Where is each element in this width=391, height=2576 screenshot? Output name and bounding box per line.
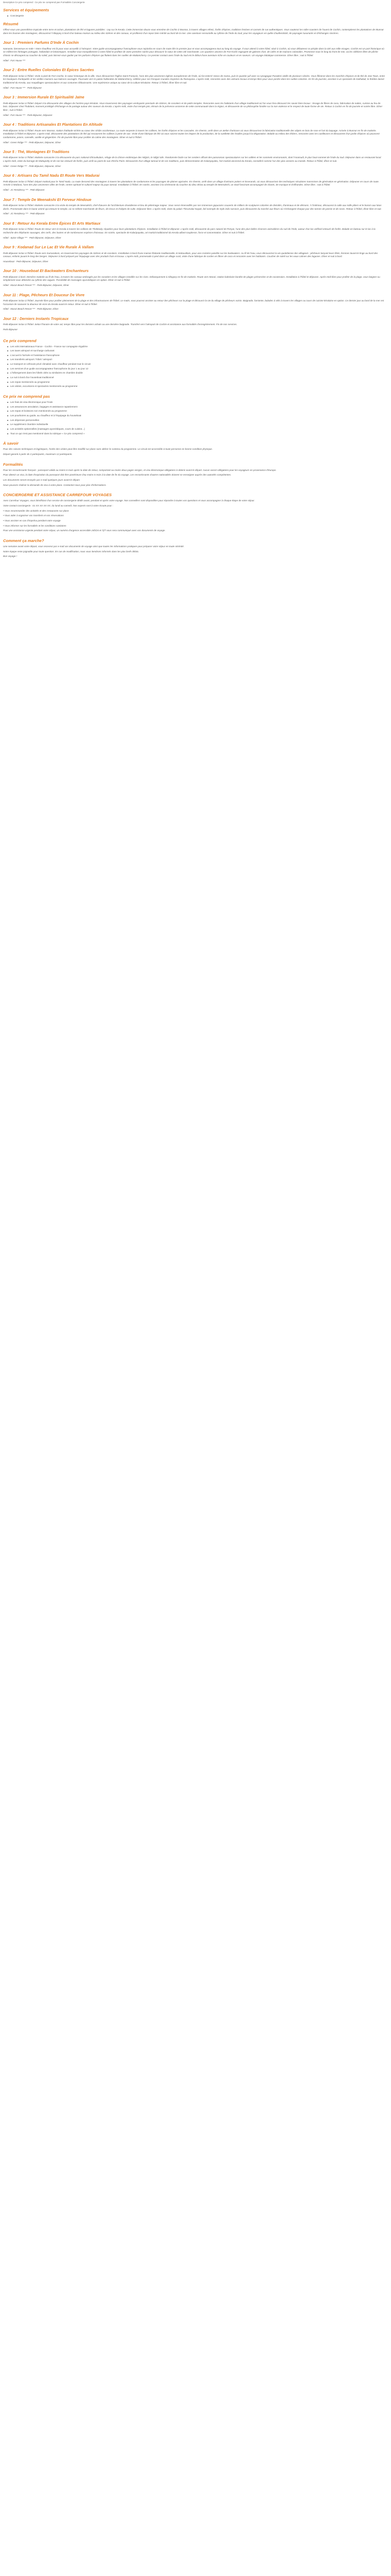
day-block (3, 40, 386, 62)
savoir-title: À savoir (3, 441, 19, 446)
resume-title: Résumé (3, 22, 19, 27)
day-description: Petit-déjeuner inclus à l'hôtel. Journée libre pour profiter pleinement de la plage et des infrastructures de l'hôtel. Le matin, vous pourrez assister au retour des pêcheurs sur la plage et découvrir la vie du village de pêcheurs voisin. Baignade, farniente, balades à vélo à travers les villages ou cours de cuisine kéralaise en option. Ce dernier jour au bord de la mer est l'occasion de savourer la douceur de vivre du Kerala avant le retour. Dîner et nuit à l'hôtel. (3, 299, 384, 306)
excludes-list (7, 401, 386, 435)
includes-item: Le transport en véhicule privé climatisé avec chauffeur pendant tout le circuit (7, 363, 386, 366)
day-description: Petit-déjeuner inclus à l'hôtel. Route vers Munnar, station d'altitude nichée au cœur des Ghâts occidentaux. La route serpente à travers les collines, les forêts d'épices et les cascades. En chemin, arrêt dans un atelier d'artisans où vous découvrirez la fabrication traditionnelle des objets en bois de rose et l'art du laquage. Arrivée à Munnar en fin de matinée. Installation à l'hôtel et déjeuner. L'après-midi, découverte des plantations de thé qui recouvrent les collines à perte de vue. Visite d'une fabrique de thé où vous suivrez toutes les étapes de la production, de la cueillette des feuilles jusqu'à la dégustation. Balade au milieu des théiers, rencontre avec les cueilleuses et découverte d'un jardin d'épices où poussent cardamome, poivre, cannelle, vanille et gingembre. Fin de journée libre pour profiter du calme des montagnes. Dîner et nuit à l'hôtel. (3, 129, 380, 139)
excludes-item: Les repas et boissons non mentionnés au programme (7, 410, 386, 413)
day-description: Petit-déjeuner inclus à l'hôtel. Matinée consacrée à la visite du temple de Meenakshi, chef-d'œuvre de l'architecture dravidienne et lieu de pèlerinage majeur. Vous serez émerveillés par ses immenses gopurams couverts de milliers de sculptures colorées de divinités, d'animaux et de démons. À l'intérieur, découvrez la salle aux mille piliers et le bassin aux lotus dorés. Promenade dans le bazar animé qui entoure le temple, où se mêlent marchands de fleurs, de tissus et d'objets de culte. Déjeuner libre. L'après-midi, visite du palais Thirumalai Nayak, bel exemple de style indo-sarrasin, puis découverte du marché aux fleurs où s'échangent chaque jour des tonnes de jasmin et de roses. Retour à l'hôtel, dîner libre et nuit. (3, 204, 382, 210)
excludes-item: Les assurances annulation, bagages et assistance rapatriement (7, 405, 386, 409)
day-block (3, 149, 386, 168)
day-description: Petit-déjeuner inclus à l'hôtel. Visite à pied de Fort Cochin, le cœur historique de la ville. Vous découvrirez l'église Saint-François, l'une des plus anciennes églises européennes de l'Inde, où fut enterré Vasco de Gama, puis le quartier juif avec sa synagogue Paradesi vieille de plusieurs siècles. Vous flânerez dans les marchés d'épices et de thé de Jew Town, entre les boutiques d'antiquités et les vieilles maisons aux balcons ouvragés. Poursuite vers le palais hollandais de Mattancherry, célèbre pour ses fresques murales inspirées du Ramayana. L'après-midi, rencontre avec des artisans locaux et temps libre pour vous perdre dans les ruelles colorées. En fin de journée, assistez à un spectacle de Kathakali, le théâtre dansé traditionnel du Kerala, aux maquillages spectaculaires et aux costumes éblouissants. Une expérience unique au cœur de la culture kéralaise. Retour à l'hôtel, dîner libre et nuit. (3, 74, 385, 84)
day-block (3, 173, 386, 192)
savoir-text-2: Départ garanti à partir de 2 participants, maximum 12 participants. (3, 452, 73, 455)
concierge-text: Avec Carrefour Voyages, vous bénéficiez d'un service de conciergerie dédié avant, pendant et après votre voyage. Nos conseillers sont disponibles pour répondre à toutes vos questions et vous accompagner à chaque étape de votre séjour. (3, 499, 255, 502)
day-meals: Hôtel : Spice Village *** · Petit-déjeuner, Déjeuner, Dîner (3, 236, 61, 239)
formalites-text-3: Les documents seront envoyés par e-mail quelques jours avant le départ. (3, 478, 80, 481)
includes-item: L'accueil à l'arrivée et l'assistance francophone (7, 354, 386, 358)
excludes-title: Ce prix ne comprend pas (3, 394, 50, 399)
resume-text: Offrez-vous une parenthèse tropicale entre terre et océan, plantations de thé et lagunes paisibles : cap sur le Kerala. Cette immersion douce vous emmène de Cochin à Munnar, à travers villages ethnic, forêts d'épices, traditions festives et carnets de rue authentiques. Vous sauterez les roller-coasters de l'ouest de Cochin, contemplerez les plantations de Munnar dans les brumes des montagnes, découvrirez l'Alleppey à bord d'un bateau maison au milieu des rizières et des canaux, et profiterez d'un repos bien mérité au bord de la mer. Une aventure sensorielle au rythme de l'Inde du Sud, pour les voyageurs en quête d'authenticité, de paysages luxuriants et d'échanges sincères. (3, 28, 384, 35)
includes-list (7, 345, 386, 389)
savoir-text: Pour des raisons techniques et logistiques, l'ordre des visites peut être modifié sur place sans altérer le contenu du programme. Le circuit est accessible à toute personne en bonne condition physique. (3, 448, 213, 451)
excludes-item: Tout ce qui n'est pas mentionné dans la rubrique « Ce prix comprend » (7, 432, 386, 436)
day-title: Jour 10 : Houseboat Et Backwaters Enchanteurs (3, 268, 89, 274)
day-meals: Hôtel : Green Ridge *** · Petit-déjeuner, Déjeuner, Dîner (3, 164, 61, 167)
concierge-item: • Vous aider à organiser vos transferts et vos réservations (3, 514, 64, 517)
day-block (3, 122, 386, 144)
formalites-text: Pour les ressortissants français : passeport valide au moins 6 mois après la date de retour, comportant au moins deux pages vierges, et visa électronique obligatoire à obtenir avant le départ. Aucun vaccin obligatoire pour les voyageurs en provenance d'Europe. (3, 468, 276, 471)
day-title: Jour 8 : Retour Au Kerala Entre Épices Et Arts Martiaux (3, 221, 101, 226)
excludes-item: Les activités optionnelles (massages ayurvédiques, cours de cuisine...) (7, 428, 386, 431)
day-description: Namaste, bienvenue en Inde ! Votre chauffeur est là pour vous accueillir à l'aéroport. Votre guide accompagnateur francophone vous rejoindra en cours de route dès le premier jour et vous accompagnera tout au long du voyage. Il vous attend à votre hôtel, situé à Cochin, où vous débuterez ce périple dans la cité aux mille visages. Cochin est un port historique où se mêlent les héritages portugais, hollandais et britanniques. Installez-vous tranquillement à votre hôtel et profitez de votre première soirée pour découvrir le cœur de cette cité marchande. Les quartiers anciens de Fort Kochi regorgent de galeries d'art, de cafés et de maisons coloniales. Promenez-vous le long du front de mer, où les célèbres filets de pêche chinois se découpent au coucher du soleil, puis laissez-vous guider par les parfums d'épices qui flottent dans les ruelles de Mattancherry. Ce premier contact avec l'Inde du Sud est le début d'une aventure riche en couleurs et en saveurs. Un voyage initiatique commence. Dîner libre ; nuit à l'hôtel. (3, 47, 384, 57)
day-block (3, 293, 386, 311)
day-title: Jour 5 : Thé, Montagnes Et Traditions (3, 149, 70, 155)
itinerary (3, 40, 386, 331)
day-block (3, 95, 386, 117)
concierge-text-2: Votre contact conciergerie : 01 XX XX XX XX, du lundi au samedi. Nos experts sont à votre écoute pour : (3, 504, 113, 507)
includes-item: Les visites, excursions et spectacles mentionnés au programme (7, 385, 386, 388)
concierge-text-3: Pour une assistance urgente pendant votre séjour, un numéro d'urgence accessible 24h/24 et 7j/7 vous sera communiqué avec vos documents de voyage. (3, 529, 166, 532)
comment-text: Une semaine avant votre départ, vous recevrez par e-mail vos documents de voyage ainsi que toutes les informations pratiques pour préparer votre séjour en toute sérénité. (3, 545, 185, 548)
comment-text-3: Bon voyage ! (3, 555, 17, 558)
concierge-item: • Vous assister en cas d'imprévu pendant votre voyage (3, 519, 61, 522)
day-title: Jour 11 : Plage, Pêcheurs Et Douceur De Vivre (3, 292, 85, 297)
includes-item: Les services d'un guide accompagnateur francophone du jour 1 au jour 12 (7, 367, 386, 371)
day-title: Jour 6 : Artisans Du Tamil Nadu Et Route Vers Madurai (3, 173, 100, 178)
excludes-item: Les frais de visa électronique pour l'Inde (7, 401, 386, 404)
day-meals: Hôtel : Fort House *** · Petit-déjeuner, Déjeuner (3, 113, 53, 116)
day-meals: Hôtel : Marari Beach Resort *** · Petit-déjeuner, Dîner (3, 308, 59, 311)
includes-item: La nuit à bord d'un houseboat traditionnel (7, 376, 386, 380)
formalites-text-2: Pour obtenir un visa, la date d'expiration du passeport doit être postérieure d'au moins 6 mois à la date de fin du voyage. Les ressortissants d'autres nationalités doivent se renseigner auprès des autorités compétentes. (3, 473, 232, 477)
includes-item: Les repas mentionnés au programme (7, 381, 386, 384)
concierge-item: • Vous informer sur les formalités et les conditions sanitaires (3, 524, 67, 527)
day-meals: Hôtel : JC Residency *** · Petit-déjeuner (3, 212, 45, 215)
day-description: Petit-déjeuner inclus à l'hôtel. Selon l'horaire de votre vol, temps libre pour les derniers achats ou une dernière baignade. Transfert vers l'aéroport de Cochin et assistance aux formalités d'enregistrement. Fin de nos services. (3, 323, 237, 326)
day-meals: Petit-déjeuner (3, 328, 18, 331)
day-title: Jour 9 : Kodanad Sur Le Lac Et Vie Rurale À Vallam (3, 245, 94, 250)
breadcrumb-text: Description Ce prix comprend : Ce prix ne comprend pas Formalités Conciergerie (3, 1, 85, 4)
day-title: Jour 7 : Temple De Meenakshi Et Ferveur Hindoue (3, 197, 92, 202)
concierge-item: • Vous recommander des activités et des restaurants sur place (3, 509, 69, 512)
day-block (3, 268, 386, 287)
day-block (3, 67, 386, 90)
services-item: Conciergerie (7, 14, 386, 18)
day-description: Petit-déjeuner à bord. Dernière matinée au fil de l'eau, à travers les canaux ombragés par les cocotiers et les villages installés sur les rives. Débarquement à Alleppey en fin de matinée. Route vers Marari, station balnéaire bordée de plages préservées et de cocoteraies. Installation à l'hôtel et déjeuner. Après-midi libre pour profiter de la plage, vous baigner ou simplement vous détendre au rythme des vagues. Possibilité de massages ayurvédiques en option. Dîner et nuit à l'hôtel. (3, 275, 380, 282)
formalites-title: Formalités (3, 462, 23, 467)
includes-item: L'hébergement dans les hôtels cités ou similaires en chambre double (7, 371, 386, 375)
day-block (3, 316, 386, 332)
day-title: Jour 4 : Traditions Artisanales Et Plantations En Altitude (3, 122, 103, 127)
comment-title: Comment ça marche? (3, 538, 44, 543)
excludes-item: Les pourboires au guide, au chauffeur et à l'équipage du houseboat (7, 414, 386, 418)
includes-item: Les taxes aéroport et surcharge carburant (7, 349, 386, 353)
includes-title: Ce prix comprend (3, 338, 37, 343)
excludes-item: Les dépenses personnelles (7, 419, 386, 422)
includes-item: Les vols internationaux France - Cochin - France sur compagnie régulière (7, 345, 386, 349)
day-description: Petit-déjeuner inclus à l'hôtel. Départ matinal pour le Tamil Nadu. La route descend des montagnes à travers les plantations de cardamome et les paysages de plaines agricoles. En chemin, arrêt dans un village d'artisans potiers et tisserands, où vous découvrirez des techniques séculaires transmises de génération en génération. Déjeuner en cours de route. Arrivée à Madurai, l'une des plus anciennes villes de l'Inde, centre spirituel et culturel majeur du pays tamoul. Installation à l'hôtel. En soirée, assistez à la cérémonie du coucher du dieu Shiva au temple de Meenakshi, un rituel fascinant accompagné de chants, de musique et d'offrandes. Dîner libre ; nuit à l'hôtel. (3, 180, 380, 187)
comment-text-2: Notre équipe reste joignable pour toute question. En cas de modification, nous vous tiendrons informés dans les plus brefs délais. (3, 550, 139, 553)
day-title: Jour 12 : Derniers Instants Tropicaux (3, 316, 69, 321)
day-block (3, 221, 386, 240)
concierge-title: CONCIERGERIE ET ASSISTANCE CARREFOUR VOYAGES (3, 493, 112, 498)
services-title: Services et équipements (3, 8, 50, 13)
day-meals: Hôtel : Marari Beach Resort *** · Petit-déjeuner, Déjeuner, Dîner (3, 284, 69, 287)
includes-item: Les transferts aéroport / hôtel / aéroport (7, 358, 386, 362)
excludes-item: Le supplément chambre individuelle (7, 423, 386, 427)
day-title: Jour 2 : Entre Ruelles Coloniales Et Épices Sacrées (3, 67, 94, 73)
day-description: Petit-déjeuner inclus à l'hôtel. Route de retour vers le Kerala à travers les collines de Thekkady, réputées pour leurs plantations d'épices. Installation à l'hôtel et déjeuner. L'après-midi, découverte du parc naturel de Periyar, l'une des plus belles réserves animalières du sud de l'Inde, autour d'un lac artificiel entouré de forêts. Balade en bateau sur le lac à la recherche des éléphants sauvages, des cerfs, des loutres et de nombreuses espèces d'oiseaux. En soirée, spectacle de Kalaripayattu, art martial traditionnel du Kerala alliant souplesse, force et concentration. Dîner et nuit à l'hôtel. (3, 228, 376, 234)
day-description: Petit-déjeuner inclus à l'hôtel. Départ à la découverte des villages de l'arrière-pays kéralais. Vous traverserez des paysages verdoyants ponctués de rizières, de cocotiers et de petits temples. Rencontre avec les habitants d'un village traditionnel où l'on vous fera découvrir les savoir-faire locaux : tissage de fibres de coco, fabrication de nattes, cuisine au feu de bois. Déjeuner chez l'habitant, moment privilégié d'échange et de partage autour des saveurs du Kerala. L'après-midi, visite d'un temple jaïn, témoin de la présence ancienne de cette communauté dans la région, et découverte de sa philosophie fondée sur la non-violence et le respect de toute forme de vie. Retour à Cochin en fin de journée et soirée libre. Dîner libre ; nuit à l'hôtel. (3, 101, 383, 111)
day-block (3, 197, 386, 216)
breadcrumb (3, 1, 386, 4)
day-description: Petit-déjeuner inclus à l'hôtel. Matinée consacrée à la découverte du parc national d'Eravikulam, refuge de la chèvre endémique des Nilgiris, le Nilgiri tahr. Randonnée facile sur les sentiers offrant des panoramas spectaculaires sur les vallées et les sommets environnants, dont l'Anamudi, le plus haut sommet de l'Inde du Sud. Déjeuner dans un restaurant local. L'après-midi, visite du barrage de Mattupetty et de son lac entouré de forêts, puis arrêt au point de vue d'Echo Point. Découverte d'un village tamoul et de ses traditions, puis démonstration de Kalaripayattu, l'art martial ancestral du Kerala, considéré comme l'un des plus anciens au monde. Retour à l'hôtel, dîner et nuit. (3, 156, 382, 163)
day-meals: Hôtel : JC Residency *** · Petit-déjeuner (3, 189, 45, 192)
day-meals: Hôtel : Fort House *** (3, 59, 26, 62)
services-list (7, 14, 386, 18)
day-description: Petit-déjeuner inclus à l'hôtel. Route vers Kumarakom, en traversant les paysages de rizières et de cocotiers. Installation à bord d'une maison flottante traditionnelle, le kettuvallam, pour une croisière paisible sur les backwaters. Au fil de l'eau, vous découvrirez la vie quotidienne des villageois : pêcheurs lançant leurs filets, femmes lavant le linge au bord des canaux, enfants jouant le long des berges. Déjeuner à bord préparé par l'équipage avec des produits frais et locaux. L'après-midi, promenade à pied dans un village rural, visite d'une fabrique de cordes en fibres de coco et rencontre avec les habitants. Coucher de soleil sur les eaux calmes des lagunes. Dîner et nuit à bord. (3, 251, 378, 258)
day-meals: Hôtel : Fort House *** · Petit-déjeuner (3, 86, 42, 89)
day-title: Jour 3 : Immersion Rurale Et Spiritualité Jaïne (3, 95, 85, 100)
day-meals: Hôtel : Green Ridge *** · Petit-déjeuner, Déjeuner, Dîner (3, 141, 61, 144)
concierge-list (3, 510, 386, 528)
formalites-text-4: Nous pouvons réaliser la demande de visa à votre place. Contactez-nous pour plus d'informations. (3, 483, 107, 486)
day-meals: Houseboat · Petit-déjeuner, Déjeuner, Dîner (3, 260, 48, 263)
day-block (3, 245, 386, 263)
day-title: Jour 1 : Premiers Parfums D'Inde À Cochin (3, 40, 79, 45)
